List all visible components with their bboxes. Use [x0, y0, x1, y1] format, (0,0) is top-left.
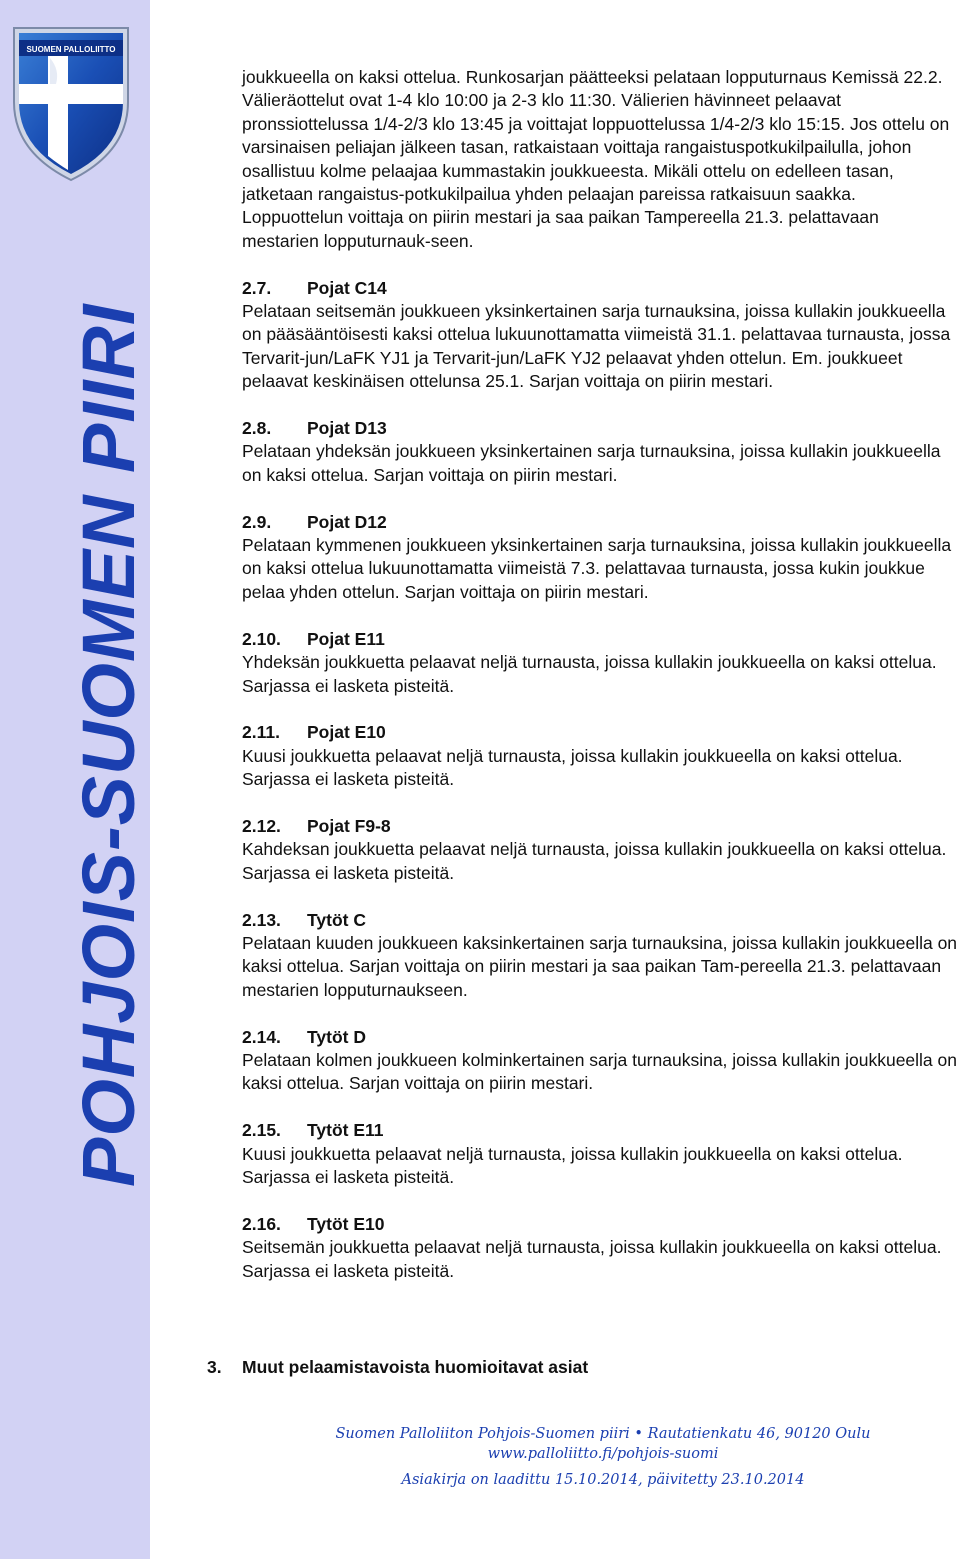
- section-number: 2.13.: [242, 909, 281, 930]
- section-title: Tytöt D: [307, 1026, 366, 1047]
- section-pojat-e10: [242, 721, 960, 791]
- section-tytot-e10: [242, 1213, 960, 1283]
- intro-paragraph: joukkueella on kaksi ottelua. Runkosarjan päätteeksi pelataan lopputurnaus Kemissä 22.2. Välieräottelut ovat 1-4 klo 10:00 ja 2-3 klo 11:30. Välierien hävinneet pelaavat pronssiottelussa 1/4-2/3 klo 13:45 ja voittajat loppuottelussa 1/4-2/3 klo 15:15. Jos ottelu on varsinaisen peliajan jälkeen tasan, ratkaistaan voittaja rangaistuspotkukilpailulla, johon osallistuu kolme pelaajaa kummastakin joukkueesta. Mikäli ottelu on edelleen tasan, jatketaan rangaistus-potkukilpailua yhden pelaajan pareissa ratkaisuun saakka. Loppuottelun voittaja on piirin mestari ja saa paikan Tampereella 21.3. pelattavaan mestarien lopputurnauk-seen.: [242, 67, 950, 251]
- section-text: Pelataan kuuden joukkueen kaksinkertainen sarja turnauksina, joissa kullakin joukkueella on kaksi ottelua. Sarjan voittaja on piirin mestari ja saa paikan Tam-pereella 21.3. pelattavaan mestarien lopputurnaukseen.: [242, 932, 958, 1000]
- chapter-heading: [207, 1356, 588, 1379]
- section-number: 2.15.: [242, 1120, 281, 1141]
- section-text: Seitsemän joukkuetta pelaavat neljä turnausta, joissa kullakin joukkueella on kaksi ottelua. Sarjassa ei lasketa pisteitä.: [242, 1237, 942, 1281]
- section-text: Pelataan seitsemän joukkueen yksinkertainen sarja turnauksina, joissa kullakin joukkueella on pääsääntöisesti kaksi ottelua lukuunottamatta viimeistä 31.1. pelattavaa turnausta, jossa Tervarit-jun/LaFK YJ1 ja Tervarit-jun/LaFK YJ2 pelaavat yhden ottelun. Em. joukkueet pelaavat keskinäisen ottelunsa 25.1. Sarjan voittaja on piirin mestari.: [242, 301, 951, 392]
- section-number: 2.12.: [242, 815, 281, 836]
- section-text: Kahdeksan joukkuetta pelaavat neljä turnausta, joissa kullakin joukkueella on kaksi ottelua. Sarjassa ei lasketa pisteitä.: [242, 839, 947, 883]
- suomen-palloliitto-logo-icon: [10, 24, 132, 182]
- chapter-number: 3.: [207, 1357, 222, 1377]
- section-title: Pojat D13: [307, 418, 387, 439]
- section-pojat-f9-8: [242, 815, 960, 885]
- section-title: Tytöt E11: [307, 1120, 384, 1141]
- section-heading: [242, 277, 960, 300]
- section-text: Pelataan kymmenen joukkueen yksinkertainen sarja turnauksina, joissa kullakin joukkueella on kaksi ottelua lukuunottamatta viimeistä 7.3. pelattavaa turnausta, jossa kukin joukkue pelaa yhden ottelun. Sarjan voittaja on piirin mestari.: [242, 535, 952, 602]
- section-heading: [242, 511, 960, 534]
- section-text: Pelataan yhdeksän joukkueen yksinkertainen sarja turnauksina, joissa kullakin joukkueella on kaksi ottelua. Sarjan voittaja on piirin mestari.: [242, 441, 941, 485]
- section-number: 2.16.: [242, 1213, 281, 1234]
- section-number: 2.7.: [242, 277, 272, 298]
- section-tytot-e11: [242, 1119, 960, 1189]
- section-heading: [242, 909, 960, 932]
- section-pojat-d12: [242, 511, 960, 605]
- section-number: 2.14.: [242, 1026, 281, 1047]
- chapter-title: Muut pelaamistavoista huomioitavat asiat: [242, 1357, 589, 1377]
- footer-website-link[interactable]: www.palloliitto.fi/pohjois-suomi: [487, 1446, 719, 1462]
- section-pojat-c14: [242, 277, 960, 394]
- section-title: Pojat F9-8: [307, 815, 391, 836]
- section-text: Kuusi joukkuetta pelaavat neljä turnausta, joissa kullakin joukkueella on kaksi ottelua. Sarjassa ei lasketa pisteitä.: [242, 745, 903, 790]
- section-title: Tytöt C: [307, 909, 366, 930]
- section-title: Tytöt E10: [307, 1213, 385, 1234]
- section-tytot-c: [242, 909, 960, 1003]
- footer-document-dates: Asiakirja on laadittu 15.10.2014, päivitetty 23.10.2014: [401, 1472, 805, 1488]
- section-pojat-e11: [242, 628, 960, 698]
- sidebar-vertical-title: POHJOIS-SUOMEN PIIRI: [67, 303, 150, 1187]
- section-heading: [242, 628, 960, 651]
- section-heading: [242, 1119, 960, 1142]
- section-title: Pojat C14: [307, 277, 387, 298]
- section-pojat-d13: [242, 417, 960, 487]
- footer-org-line: Suomen Palloliiton Pohjois-Suomen piiri • Rautatienkatu 46, 90120 Oulu: [335, 1426, 871, 1442]
- section-heading: [242, 721, 960, 744]
- section-text: Yhdeksän joukkuetta pelaavat neljä turnausta, joissa kullakin joukkueella on kaksi ottelua. Sarjassa ei lasketa pisteitä.: [242, 652, 937, 696]
- section-number: 2.9.: [242, 511, 272, 532]
- section-number: 2.8.: [242, 418, 272, 439]
- section-title: Pojat D12: [307, 511, 387, 532]
- page-footer: [260, 1424, 946, 1490]
- section-number: 2.10.: [242, 628, 281, 649]
- section-heading: [242, 815, 960, 838]
- document-body: [242, 66, 960, 1283]
- section-heading: [242, 1026, 960, 1049]
- logo-text: SUOMEN PALLOLIITTO: [26, 45, 116, 54]
- section-text: Kuusi joukkuetta pelaavat neljä turnausta, joissa kullakin joukkueella on kaksi ottelua. Sarjassa ei lasketa pisteitä.: [242, 1143, 903, 1187]
- section-title: Pojat E10: [307, 722, 386, 743]
- sidebar: [0, 0, 150, 1559]
- section-heading: [242, 1213, 960, 1236]
- section-tytot-d: [242, 1026, 960, 1096]
- section-heading: [242, 417, 960, 440]
- section-title: Pojat E11: [307, 628, 385, 649]
- section-number: 2.11.: [242, 722, 280, 743]
- section-text: Pelataan kolmen joukkueen kolminkertainen sarja turnauksina, joissa kullakin joukkueella on kaksi ottelua. Sarjan voittaja on piirin mestari.: [242, 1049, 957, 1094]
